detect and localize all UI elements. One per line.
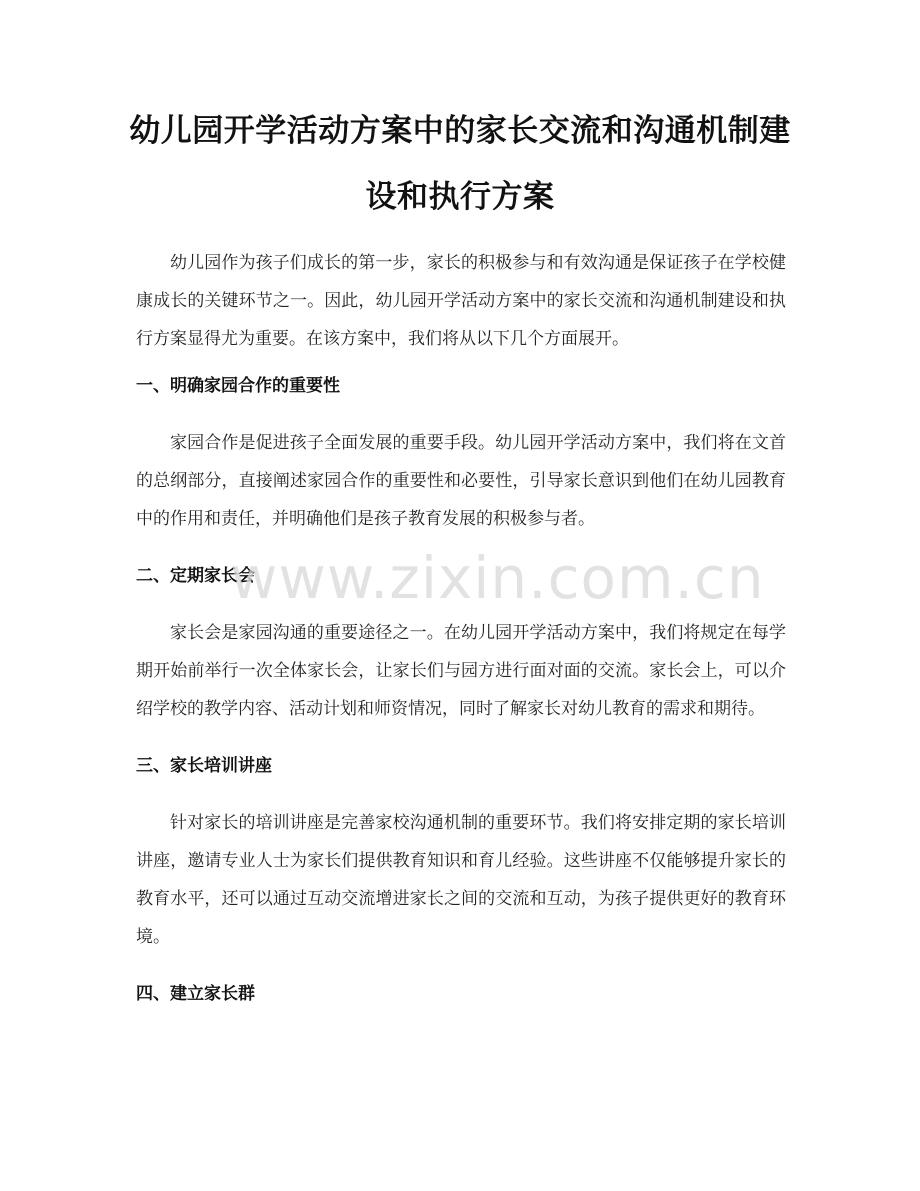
watermark: www.zixin.com.cn: [230, 544, 765, 612]
section-heading-2: 二、定期家长会: [136, 566, 255, 586]
section-heading-4: 四、建立家长群: [136, 984, 255, 1004]
section-heading-1: 一、明确家园合作的重要性: [136, 376, 340, 396]
document-title: 幼儿园开学活动方案中的家长交流和沟通机制建设和执行方案: [129, 113, 791, 215]
section-body-2: 家长会是家园沟通的重要途径之一。在幼儿园开学活动方案中，我们将规定在每学期开始前举行一次全体家长会，让家长们与园方进行面对面的交流。家长会上，可以介绍学校的教学内容、活动计划和师资情况，同时了解家长对幼儿教育的需求和期待。: [136, 623, 786, 719]
section-body-1: 家园合作是促进孩子全面发展的重要手段。幼儿园开学活动方案中，我们将在文首的总纲部分，直接阐述家园合作的重要性和必要性，引导家长意识到他们在幼儿园教育中的作用和责任，并明确他们是孩子教育发展的积极参与者。: [136, 433, 786, 529]
section-heading-3: 三、家长培训讲座: [136, 756, 272, 776]
intro-paragraph: 幼儿园作为孩子们成长的第一步，家长的积极参与和有效沟通是保证孩子在学校健康成长的关键环节之一。因此，幼儿园开学活动方案中的家长交流和沟通机制建设和执行方案显得尤为重要。在该方案中，我们将从以下几个方面展开。: [136, 253, 786, 349]
document-body: [136, 244, 786, 1032]
section-body-3: 针对家长的培训讲座是完善家校沟通机制的重要环节。我们将安排定期的家长培训讲座，邀请专业人士为家长们提供教育知识和育儿经验。这些讲座不仅能够提升家长的教育水平，还可以通过互动交流增进家长之间的交流和互动，为孩子提供更好的教育环境。: [136, 813, 786, 947]
